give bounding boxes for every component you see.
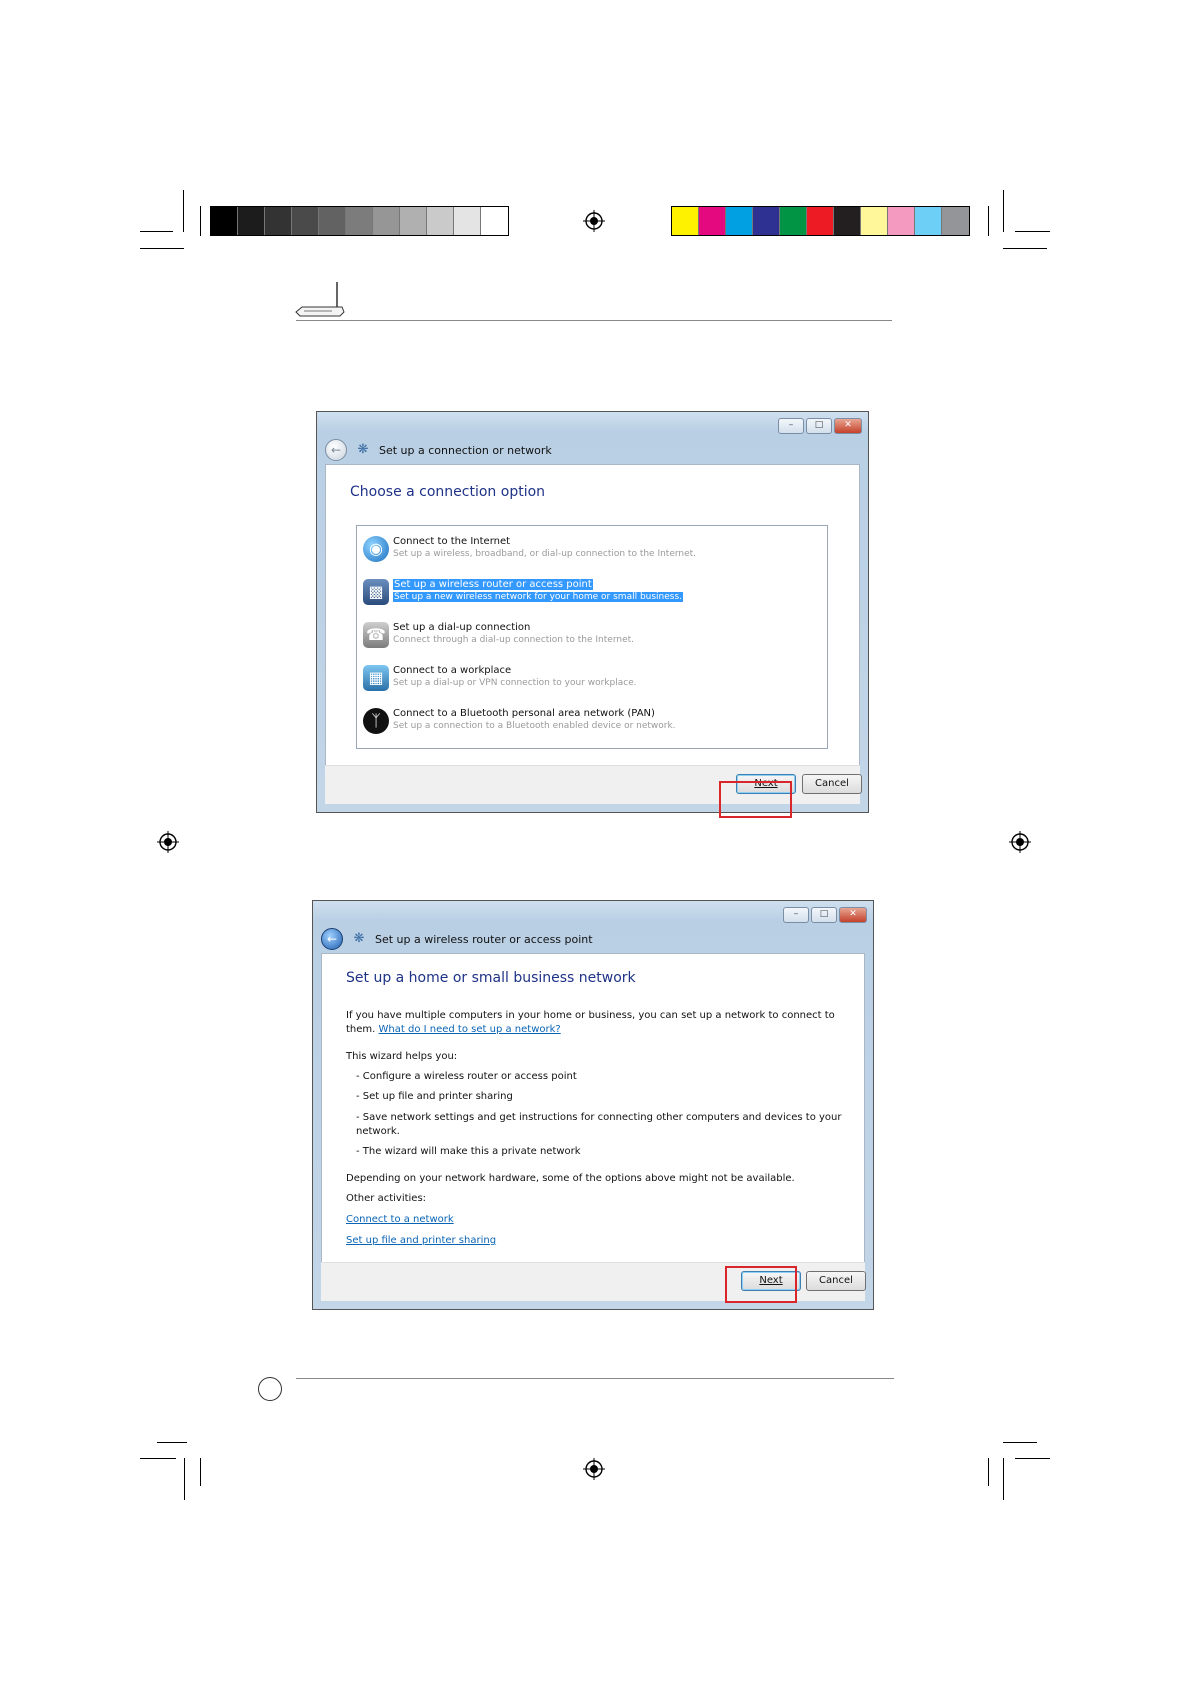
next-highlight-box bbox=[725, 1266, 797, 1303]
crop-mark bbox=[140, 248, 184, 249]
close-button[interactable]: ✕ bbox=[839, 907, 867, 923]
option-title: Connect to a workplace bbox=[393, 665, 512, 676]
option-description: Set up a connection to a Bluetooth enabled device or network. bbox=[393, 721, 676, 731]
color-swatch bbox=[888, 207, 915, 235]
crop-mark bbox=[1003, 1442, 1037, 1443]
gray-swatch bbox=[373, 207, 400, 235]
registration-mark-icon bbox=[157, 831, 179, 853]
intro-prefix: them. bbox=[346, 1024, 376, 1035]
gray-swatch bbox=[292, 207, 319, 235]
color-swatch bbox=[699, 207, 726, 235]
crop-mark bbox=[184, 1458, 185, 1500]
crop-mark bbox=[988, 206, 989, 236]
color-swatch bbox=[807, 207, 834, 235]
crop-mark bbox=[1003, 190, 1004, 232]
color-swatch bbox=[726, 207, 753, 235]
minimize-button[interactable]: – bbox=[778, 418, 804, 434]
wizard-helps-label: This wizard helps you: bbox=[346, 1051, 458, 1062]
crop-mark bbox=[140, 231, 173, 232]
crop-mark bbox=[200, 206, 201, 236]
crop-mark bbox=[1015, 1458, 1050, 1459]
gray-swatch bbox=[400, 207, 427, 235]
dialog-content bbox=[325, 464, 860, 772]
registration-mark-icon bbox=[1009, 831, 1031, 853]
wireless-router-setup-dialog bbox=[312, 900, 874, 1310]
next-button[interactable]: Next bbox=[736, 774, 796, 794]
option-title: Connect to the Internet bbox=[393, 536, 511, 547]
page-heading: Choose a connection option bbox=[350, 484, 546, 500]
header-rule bbox=[296, 320, 892, 321]
gray-swatch bbox=[211, 207, 238, 235]
router-logo-icon bbox=[292, 280, 348, 322]
gray-swatch bbox=[265, 207, 292, 235]
option-connect-internet[interactable] bbox=[363, 534, 821, 568]
option-setup-router[interactable] bbox=[363, 577, 821, 611]
phone-modem-icon: ☎ bbox=[363, 622, 389, 648]
option-description: Set up a new wireless network for your home or small business. bbox=[394, 592, 683, 602]
crop-mark bbox=[1003, 248, 1047, 249]
color-swatch bbox=[672, 207, 699, 235]
globe-icon: ◉ bbox=[363, 536, 389, 562]
router-icon: ▩ bbox=[363, 579, 389, 605]
back-arrow-icon[interactable]: ← bbox=[321, 928, 343, 950]
back-arrow-icon[interactable]: ← bbox=[325, 439, 347, 461]
bullet-item-continued: network. bbox=[356, 1126, 400, 1137]
intro-text: If you have multiple computers in your home or business, you can set up a network to connect to bbox=[346, 1010, 835, 1021]
intro-text-line2 bbox=[346, 1024, 561, 1035]
option-description: Connect through a dial-up connection to the Internet. bbox=[393, 635, 635, 645]
color-swatch bbox=[834, 207, 861, 235]
gray-swatch bbox=[427, 207, 454, 235]
option-description: Set up a dial-up or VPN connection to your workplace. bbox=[393, 678, 637, 688]
gray-ramp-bar bbox=[210, 206, 509, 236]
next-button[interactable]: Next bbox=[741, 1271, 801, 1291]
network-icon: ❋ bbox=[353, 931, 365, 946]
color-swatch bbox=[942, 207, 969, 235]
dialog-content bbox=[321, 953, 865, 1269]
connect-network-link[interactable]: Connect to a network bbox=[346, 1214, 454, 1225]
option-dialup[interactable] bbox=[363, 620, 821, 654]
window-controls bbox=[778, 418, 862, 434]
bullet-item: - Configure a wireless router or access point bbox=[356, 1071, 577, 1082]
crop-mark bbox=[1015, 231, 1050, 232]
gray-swatch bbox=[319, 207, 346, 235]
workplace-icon: ▦ bbox=[363, 665, 389, 691]
connection-options-list bbox=[356, 525, 828, 749]
cancel-button[interactable]: Cancel bbox=[806, 1271, 866, 1291]
option-title: Set up a wireless router or access point bbox=[394, 579, 592, 590]
help-link[interactable]: What do I need to set up a network? bbox=[378, 1024, 561, 1035]
crop-mark bbox=[200, 1458, 201, 1486]
bluetooth-icon: ᛉ bbox=[363, 708, 389, 734]
availability-note: Depending on your network hardware, some of the options above might not be available. bbox=[346, 1173, 795, 1184]
gray-swatch bbox=[481, 207, 508, 235]
other-activities-label: Other activities: bbox=[346, 1193, 427, 1204]
network-icon: ❋ bbox=[357, 442, 369, 457]
cmyk-color-bar bbox=[671, 206, 970, 236]
color-swatch bbox=[861, 207, 888, 235]
option-description: Set up a wireless, broadband, or dial-up connection to the Internet. bbox=[393, 549, 697, 559]
crop-mark bbox=[140, 1458, 176, 1459]
bullet-item: - Set up file and printer sharing bbox=[356, 1091, 513, 1102]
bullet-item: - Save network settings and get instructions for connecting other computers and devices to your bbox=[356, 1112, 842, 1123]
next-highlight-box bbox=[719, 781, 792, 818]
maximize-button[interactable]: □ bbox=[806, 418, 832, 434]
cancel-button[interactable]: Cancel bbox=[802, 774, 862, 794]
crop-mark bbox=[157, 1442, 187, 1443]
crop-mark bbox=[1003, 1458, 1004, 1500]
gray-swatch bbox=[238, 207, 265, 235]
color-swatch bbox=[753, 207, 780, 235]
title-bar bbox=[325, 438, 552, 462]
bullet-item: - The wizard will make this a private network bbox=[356, 1146, 581, 1157]
option-workplace[interactable] bbox=[363, 663, 821, 697]
crop-mark bbox=[183, 190, 184, 232]
connection-option-dialog bbox=[316, 411, 869, 813]
window-controls bbox=[783, 907, 867, 923]
registration-mark-icon bbox=[583, 210, 605, 232]
gray-swatch bbox=[454, 207, 481, 235]
maximize-button[interactable]: □ bbox=[811, 907, 837, 923]
footer-rule bbox=[296, 1378, 894, 1379]
crop-mark bbox=[988, 1458, 989, 1486]
registration-mark-icon bbox=[583, 1458, 605, 1480]
minimize-button[interactable]: – bbox=[783, 907, 809, 923]
option-title: Set up a dial-up connection bbox=[393, 622, 531, 633]
option-bluetooth-pan[interactable] bbox=[363, 706, 821, 740]
option-title: Connect to a Bluetooth personal area network (PAN) bbox=[393, 708, 655, 719]
title-bar bbox=[321, 927, 593, 951]
file-sharing-link[interactable]: Set up file and printer sharing bbox=[346, 1235, 497, 1246]
color-swatch bbox=[780, 207, 807, 235]
page-heading: Set up a home or small business network bbox=[346, 970, 636, 986]
window-title: Set up a wireless router or access point bbox=[375, 932, 593, 946]
color-swatch bbox=[915, 207, 942, 235]
page-number-circle bbox=[258, 1377, 282, 1401]
gray-swatch bbox=[346, 207, 373, 235]
close-button[interactable]: ✕ bbox=[834, 418, 862, 434]
window-title: Set up a connection or network bbox=[379, 443, 552, 457]
